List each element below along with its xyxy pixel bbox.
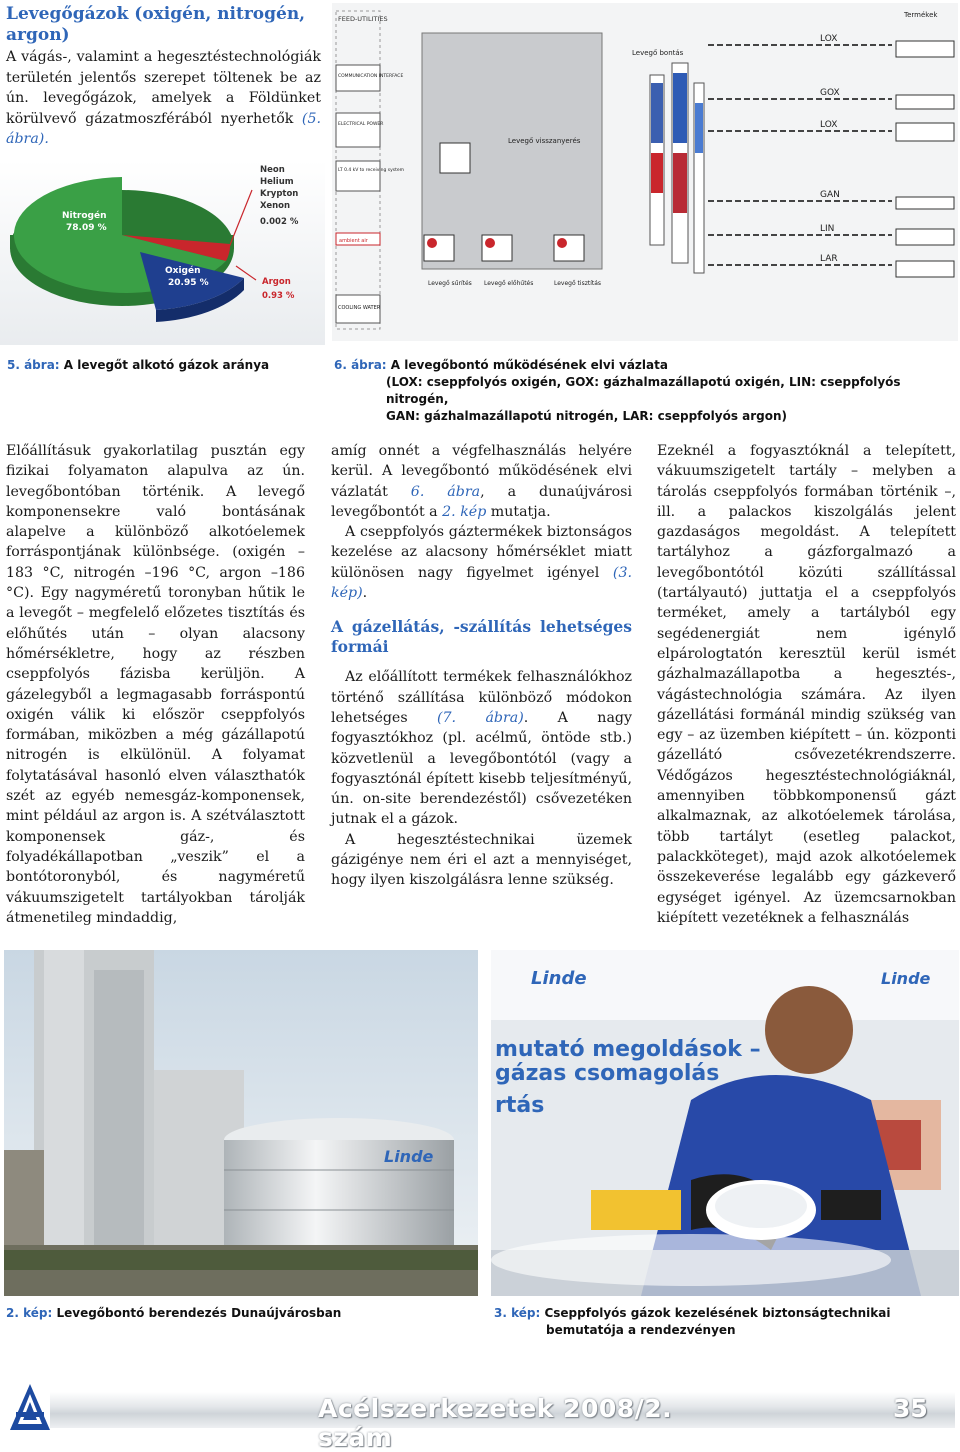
journal-logo-graphic xyxy=(8,1382,52,1434)
pie-label-oxygen-pct: 20.95 % xyxy=(168,278,209,288)
text-run: A cseppfolyós gáztermékek biztonságos kezelése az alacsony hőmérséklet miatt különösen nagy figyelmet igényel xyxy=(331,524,632,581)
caption-text: A levegőbontó működésének elvi vázlata xyxy=(390,358,668,372)
photo-air-separation-plant xyxy=(4,950,478,1296)
pie-label-nitrogen-pct: 78.09 % xyxy=(66,223,107,233)
paragraph xyxy=(331,522,632,603)
diagram-bontas-label: Levegő bontás xyxy=(632,49,684,57)
product-lar-label: LAR xyxy=(820,254,838,264)
caption-number: 2. kép: xyxy=(6,1306,53,1320)
paragraph xyxy=(331,441,632,522)
diagram-elohutes-label: Levegő előhűtés xyxy=(484,280,534,287)
linde-logo-text: Linde xyxy=(531,968,587,989)
product-lox2-label: LOX xyxy=(820,120,838,130)
ambient-air-label: ambient air xyxy=(339,238,368,244)
column-2 xyxy=(331,441,632,891)
caption-number: 6. ábra: xyxy=(334,358,387,372)
pie-figure xyxy=(0,160,325,345)
pie-label-oxygen: Oxigén xyxy=(165,266,201,276)
pie-label-neon: Neon xyxy=(260,165,285,175)
banner-line1: mutató megoldások – xyxy=(495,1037,761,1062)
pie-chart-graphic xyxy=(0,160,325,345)
diagram-suritas-label: Levegő sűrítés xyxy=(428,280,472,287)
pie-label-argon-pct: 0.93 % xyxy=(262,291,295,301)
photo-safety-demonstration xyxy=(491,950,959,1296)
section-heading: A gázellátás, -szállítás lehetséges formái xyxy=(331,617,632,657)
caption-number: 5. ábra: xyxy=(7,358,60,372)
figure-reference: 2. kép xyxy=(442,503,487,520)
comm-interface-label: COMMUNICATION INTERFACE xyxy=(338,74,404,79)
product-lox-label: LOX xyxy=(820,34,838,44)
text-run: mutatja. xyxy=(486,503,551,520)
text-run: . xyxy=(362,585,368,602)
column-3 xyxy=(657,441,956,928)
caption-line: bemutatója a rendezvényen xyxy=(546,1323,736,1337)
plant-photo-graphic xyxy=(4,950,478,1296)
pie-label-helium: Helium xyxy=(260,177,294,187)
figure-reference: (7. ábra) xyxy=(437,709,524,726)
figure6-caption xyxy=(334,357,956,425)
pie-label-xenon: Xenon xyxy=(260,201,291,211)
text-run: , a dunaújvárosi levegőbontót a xyxy=(331,483,632,520)
column-1 xyxy=(6,441,305,928)
text-run: amíg onnét a végfelhasználás helyére kerül. A levegőbontó működésének elvi vázlatát xyxy=(331,443,632,500)
paragraph xyxy=(331,667,632,829)
electrical-power-label: ELECTRICAL POWER xyxy=(338,122,384,127)
air-separation-diagram xyxy=(332,3,958,341)
photo3-caption xyxy=(494,1305,954,1339)
section-title: Levegőgázok (oxigén, nitrogén, argon) xyxy=(6,4,306,45)
figure-reference: 6. ábra xyxy=(410,483,481,500)
pie-label-argon: Argon xyxy=(262,277,291,287)
paragraph: Ezeknél a fogyasztóknál a telepített, vákuumszigetelt tartály – melyben a tárolás cseppfolyós formában történik –, ill. a palackos kiszolgálás jelent gazdaságos megoldást. A telepített tartályhoz a gázforgalmazó a levegőbontótól közúti szállítással (tartályautó) juttatja el a cseppfolyós terméket, amely a tartályból egy segédenergiát nem igénylő elpárologtatón keresztül kerül ismét gázhalmazállapotba a hegesztés-, vágástechnológia számára. Az ilyen gázellátási formánál mindig szükség van egy – az üzemben kiépített – ún. központi gázellátó csővezetékrendszerre. Védőgázos hegesztéstechnológiáknál, amennyiben többkomponensű gázt alkalmaznak, az alkotóelemek tárolása, több tartályt (esetleg palackot, palackköteget), majd azok alkotóelemek összekeverése legalább egy gázkeverő egységet igényel. Az üzemcsarnokban kiépített vezetéknek a felhasználás xyxy=(657,443,956,926)
diagram-graphic xyxy=(332,3,958,341)
product-lin-label: LIN xyxy=(820,224,835,234)
pie-label-krypton: Krypton xyxy=(260,189,299,199)
caption-text: Cseppfolyós gázok kezelésének biztonságtechnikai xyxy=(544,1306,891,1320)
demo-photo-graphic xyxy=(491,950,959,1296)
figure-reference: (5. ábra). xyxy=(6,110,321,147)
intro-text: A vágás-, valamint a hegesztéstechnológiák területén jelentős szerepet töltenek be az ún. levegőgázok, amelyek a Földünket körülvevő gázatmoszférából nyerhetők xyxy=(6,49,321,127)
caption-text: Levegőbontó berendezés Dunaújvárosban xyxy=(56,1306,342,1320)
caption-line: GAN: gázhalmazállapotú nitrogén, LAR: cseppfolyós argon) xyxy=(386,409,788,423)
paragraph: A hegesztéstechnikai üzemek gázigénye nem éri el azt a mennyiséget, hogy ilyen kiszolgálásra lenne szükség. xyxy=(331,831,632,889)
lt-label: LT 0.4 kV to receiving system xyxy=(338,168,405,173)
page-number: 35 xyxy=(893,1394,928,1423)
caption-line: (LOX: cseppfolyós oxigén, GOX: gázhalmazállapotú oxigén, LIN: cseppfolyós nitrogén, xyxy=(386,375,901,406)
banner-line3: rtás xyxy=(495,1093,545,1118)
text-run: . A nagy fogyasztókhoz (pl. acélmű, öntöde stb.) közvetlenül a levegőbontótól (vagy a fogyasztónál épített kisebb teljesítményű, ún. on-site berendezéstől) csővezetéken jutnak el a gázok. xyxy=(331,709,632,828)
figure5-caption xyxy=(7,357,327,374)
pie-label-nitrogen: Nitrogén xyxy=(62,211,107,221)
feed-utilities-label: FEED-UTILITIES xyxy=(338,15,388,23)
journal-title: Acélszerkezetek 2008/2. szám xyxy=(318,1394,673,1452)
intro-paragraph xyxy=(6,47,321,150)
product-gan-label: GAN xyxy=(820,190,840,200)
product-gox-label: GOX xyxy=(820,88,840,98)
photo2-caption xyxy=(6,1305,476,1322)
text-run: Az előállított termékek felhasználókhoz történő szállítása különböző módokon lehetséges xyxy=(331,669,632,726)
pie-label-rare-pct: 0.002 % xyxy=(260,217,299,227)
paragraph: Előállításuk gyakorlatilag pusztán egy fizikai folyamaton alapulva az ún. levegőbontóban történik. A levegő komponensekre való bontásának alapelve a különböző alkotóelemek forráspontjának különbsége. (oxigén –183 °C, nitrogén –196 °C, argon –186 °C). Egy nagyméretű toronyban hűtik le a levegőt – megfelelő előzetes tisztítás és előhűtés után – olyan alacsony hőmérsékletre, hogy az részben cseppfolyós fázisba kerüljön. A gázelegyből a legmagasabb forráspontú oxigén válik ki először cseppfolyós formában, miközben a még gázállapotú nitrogén is elkülönül. A folyamat folytatásával hasonló elven választhatók szét az egyéb nemesgáz-komponensek, mint például az argon is. A szétválasztott komponensek gáz-, és folyadékállapotban „veszik” el a bontótoronyból, és nagyméretű vákuumszigetelt tartályokban tárolják átmenetileg mindaddig, xyxy=(6,443,305,926)
journal-logo-icon xyxy=(8,1382,52,1434)
diagram-tisztitas-label: Levegő tisztítás xyxy=(554,280,602,287)
figure-reference: (3. kép) xyxy=(331,564,632,602)
caption-text: A levegőt alkotó gázok aránya xyxy=(63,358,270,372)
cooling-water-label: COOLING WATER xyxy=(338,305,381,311)
products-title: Termékek xyxy=(904,11,938,19)
linde-logo-text: Linde xyxy=(881,969,931,988)
linde-logo-text: Linde xyxy=(384,1147,434,1166)
diagram-visszanyeres-label: Levegő visszanyerés xyxy=(508,137,581,145)
caption-number: 3. kép: xyxy=(494,1306,541,1320)
banner-line2: gázas csomagolás xyxy=(495,1061,720,1086)
